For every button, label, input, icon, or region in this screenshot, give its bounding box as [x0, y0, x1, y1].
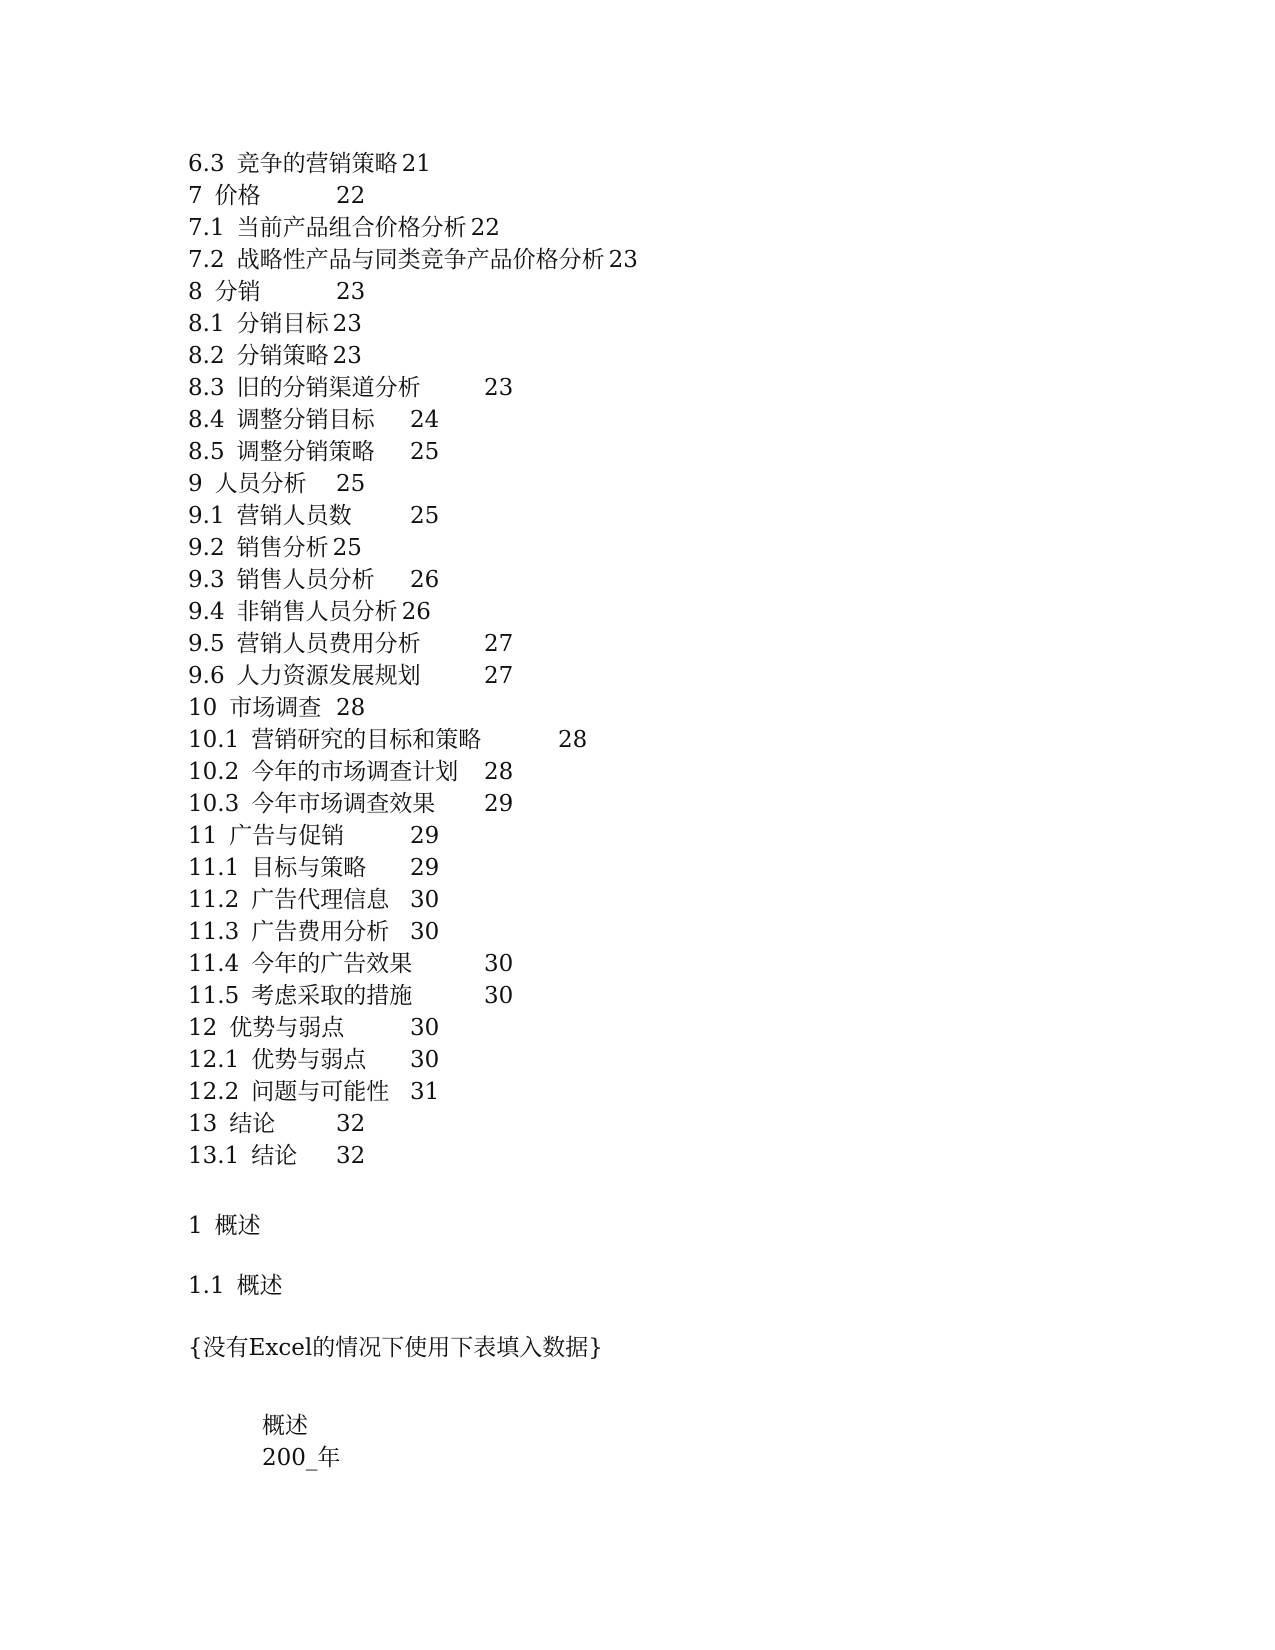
- toc-entry-page-number: 30: [484, 983, 514, 1009]
- toc-entry: [188, 148, 888, 180]
- section-number: 1: [188, 1213, 203, 1239]
- toc-entry-number: 8.3: [188, 375, 225, 401]
- toc-entry-page-number: 23: [332, 311, 362, 337]
- toc-entry-title: 当前产品组合价格分析: [236, 215, 467, 241]
- toc-entry-number: 9.2: [188, 535, 225, 561]
- instruction-note: {没有Excel的情况下使用下表填入数据}: [188, 1335, 603, 1361]
- toc-entry-number: 13: [188, 1111, 218, 1137]
- toc-entry: [188, 244, 888, 276]
- toc-entry-page-number: 27: [484, 631, 514, 657]
- toc-entry: [188, 788, 888, 820]
- toc-entry-page-number: 27: [484, 663, 514, 689]
- toc-entry: [188, 308, 888, 340]
- toc-entry: [188, 212, 888, 244]
- toc-entry: [188, 1012, 888, 1044]
- toc-entry-title: 调整分销目标: [236, 407, 375, 433]
- section-title: 概述: [214, 1213, 261, 1239]
- toc-entry-page-number: 30: [410, 1015, 440, 1041]
- toc-entry-title: 结论: [229, 1111, 276, 1137]
- toc-entry-title: 销售人员分析: [236, 567, 375, 593]
- section-heading-1: [188, 1210, 261, 1242]
- toc-entry-title: 分销策略: [236, 343, 329, 369]
- toc-entry: [188, 884, 888, 916]
- toc-entry-title: 分销: [214, 279, 261, 305]
- toc-entry-number: 9.5: [188, 631, 225, 657]
- toc-entry-number: 9: [188, 471, 203, 497]
- toc-entry-page-number: 25: [336, 471, 366, 497]
- toc-entry-page-number: 25: [410, 503, 440, 529]
- toc-entry-title: 广告代理信息: [251, 887, 390, 913]
- toc-entry-title: 今年的市场调查计划: [251, 759, 459, 785]
- toc-entry-page-number: 32: [336, 1143, 366, 1169]
- table-label-year: 200_年: [262, 1445, 341, 1471]
- toc-entry: [188, 820, 888, 852]
- table-of-contents: [188, 148, 888, 1172]
- toc-entry-title: 考虑采取的措施: [251, 983, 413, 1009]
- toc-entry-title: 调整分销策略: [236, 439, 375, 465]
- toc-entry-number: 11.3: [188, 919, 240, 945]
- toc-entry-number: 9.1: [188, 503, 225, 529]
- toc-entry-page-number: 22: [470, 215, 500, 241]
- toc-entry-title: 问题与可能性: [251, 1079, 390, 1105]
- toc-entry-page-number: 30: [410, 919, 440, 945]
- toc-entry-page-number: 26: [410, 567, 440, 593]
- toc-entry-number: 12.1: [188, 1047, 240, 1073]
- toc-entry-number: 10.1: [188, 727, 240, 753]
- toc-entry-number: 8.1: [188, 311, 225, 337]
- toc-entry-title: 目标与策略: [251, 855, 367, 881]
- toc-entry-title: 广告与促销: [229, 823, 345, 849]
- toc-entry-page-number: 24: [410, 407, 440, 433]
- toc-entry-title: 价格: [214, 183, 261, 209]
- toc-entry-number: 11.1: [188, 855, 240, 881]
- toc-entry: [188, 404, 888, 436]
- toc-entry-page-number: 28: [484, 759, 514, 785]
- toc-entry: [188, 468, 888, 500]
- toc-entry: [188, 1044, 888, 1076]
- toc-entry-number: 6.3: [188, 151, 225, 177]
- toc-entry-title: 分销目标: [236, 311, 329, 337]
- toc-entry-number: 7.2: [188, 247, 225, 273]
- toc-entry: [188, 340, 888, 372]
- toc-entry-page-number: 23: [336, 279, 366, 305]
- toc-entry-title: 市场调查: [229, 695, 322, 721]
- toc-entry-number: 8: [188, 279, 203, 305]
- toc-entry: [188, 1140, 888, 1172]
- table-label-overview: 概述: [262, 1413, 308, 1439]
- toc-entry-page-number: 25: [332, 535, 362, 561]
- toc-entry-number: 8.4: [188, 407, 225, 433]
- toc-entry-page-number: 22: [336, 183, 366, 209]
- toc-entry-page-number: 28: [336, 695, 366, 721]
- toc-entry-number: 10: [188, 695, 218, 721]
- toc-entry-title: 旧的分销渠道分析: [236, 375, 421, 401]
- toc-entry-number: 11.2: [188, 887, 240, 913]
- toc-entry: [188, 564, 888, 596]
- toc-entry-title: 人力资源发展规划: [236, 663, 421, 689]
- toc-entry-page-number: 21: [401, 151, 431, 177]
- toc-entry-number: 11.5: [188, 983, 240, 1009]
- toc-entry-title: 营销人员费用分析: [236, 631, 421, 657]
- toc-entry-title: 优势与弱点: [229, 1015, 345, 1041]
- toc-entry-number: 10.3: [188, 791, 240, 817]
- toc-entry-page-number: 30: [484, 951, 514, 977]
- toc-entry: [188, 692, 888, 724]
- toc-entry-page-number: 29: [484, 791, 514, 817]
- toc-entry-title: 竞争的营销策略: [236, 151, 398, 177]
- toc-entry-page-number: 23: [608, 247, 638, 273]
- toc-entry-title: 人员分析: [214, 471, 307, 497]
- toc-entry: [188, 436, 888, 468]
- toc-entry-page-number: 23: [332, 343, 362, 369]
- toc-entry-page-number: 31: [410, 1079, 440, 1105]
- toc-entry-number: 7: [188, 183, 203, 209]
- section-heading-1-1: [188, 1270, 283, 1302]
- toc-entry-title: 结论: [251, 1143, 298, 1169]
- toc-entry: [188, 532, 888, 564]
- toc-entry: [188, 628, 888, 660]
- toc-entry-number: 9.6: [188, 663, 225, 689]
- toc-entry-page-number: 28: [558, 727, 588, 753]
- toc-entry-page-number: 32: [336, 1111, 366, 1137]
- toc-entry-number: 12: [188, 1015, 218, 1041]
- toc-entry: [188, 660, 888, 692]
- toc-entry: [188, 916, 888, 948]
- toc-entry-number: 11: [188, 823, 218, 849]
- toc-entry-number: 13.1: [188, 1143, 240, 1169]
- toc-entry: [188, 724, 888, 756]
- toc-entry-number: 11.4: [188, 951, 240, 977]
- toc-entry: [188, 1108, 888, 1140]
- toc-entry-title: 今年市场调查效果: [251, 791, 436, 817]
- toc-entry-page-number: 26: [401, 599, 431, 625]
- toc-entry-title: 优势与弱点: [251, 1047, 367, 1073]
- toc-entry-number: 12.2: [188, 1079, 240, 1105]
- toc-entry-title: 广告费用分析: [251, 919, 390, 945]
- toc-entry-page-number: 29: [410, 855, 440, 881]
- section-number: 1.1: [188, 1273, 225, 1299]
- toc-entry: [188, 980, 888, 1012]
- toc-entry-page-number: 23: [484, 375, 514, 401]
- toc-entry-title: 战略性产品与同类竞争产品价格分析: [236, 247, 605, 273]
- toc-entry-number: 9.4: [188, 599, 225, 625]
- toc-entry-page-number: 29: [410, 823, 440, 849]
- toc-entry-number: 10.2: [188, 759, 240, 785]
- toc-entry: [188, 756, 888, 788]
- toc-entry-title: 营销人员数: [236, 503, 352, 529]
- toc-entry: [188, 852, 888, 884]
- toc-entry-title: 销售分析: [236, 535, 329, 561]
- toc-entry-title: 营销研究的目标和策略: [251, 727, 482, 753]
- toc-entry: [188, 372, 888, 404]
- toc-entry-number: 7.1: [188, 215, 225, 241]
- toc-entry-number: 8.5: [188, 439, 225, 465]
- toc-entry-number: 9.3: [188, 567, 225, 593]
- section-title: 概述: [236, 1273, 283, 1299]
- toc-entry: [188, 180, 888, 212]
- toc-entry: [188, 596, 888, 628]
- toc-entry: [188, 1076, 888, 1108]
- toc-entry-page-number: 25: [410, 439, 440, 465]
- toc-entry-number: 8.2: [188, 343, 225, 369]
- toc-entry-page-number: 30: [410, 887, 440, 913]
- toc-entry-page-number: 30: [410, 1047, 440, 1073]
- toc-entry-title: 今年的广告效果: [251, 951, 413, 977]
- toc-entry: [188, 276, 888, 308]
- toc-entry-title: 非销售人员分析: [236, 599, 398, 625]
- toc-entry: [188, 948, 888, 980]
- toc-entry: [188, 500, 888, 532]
